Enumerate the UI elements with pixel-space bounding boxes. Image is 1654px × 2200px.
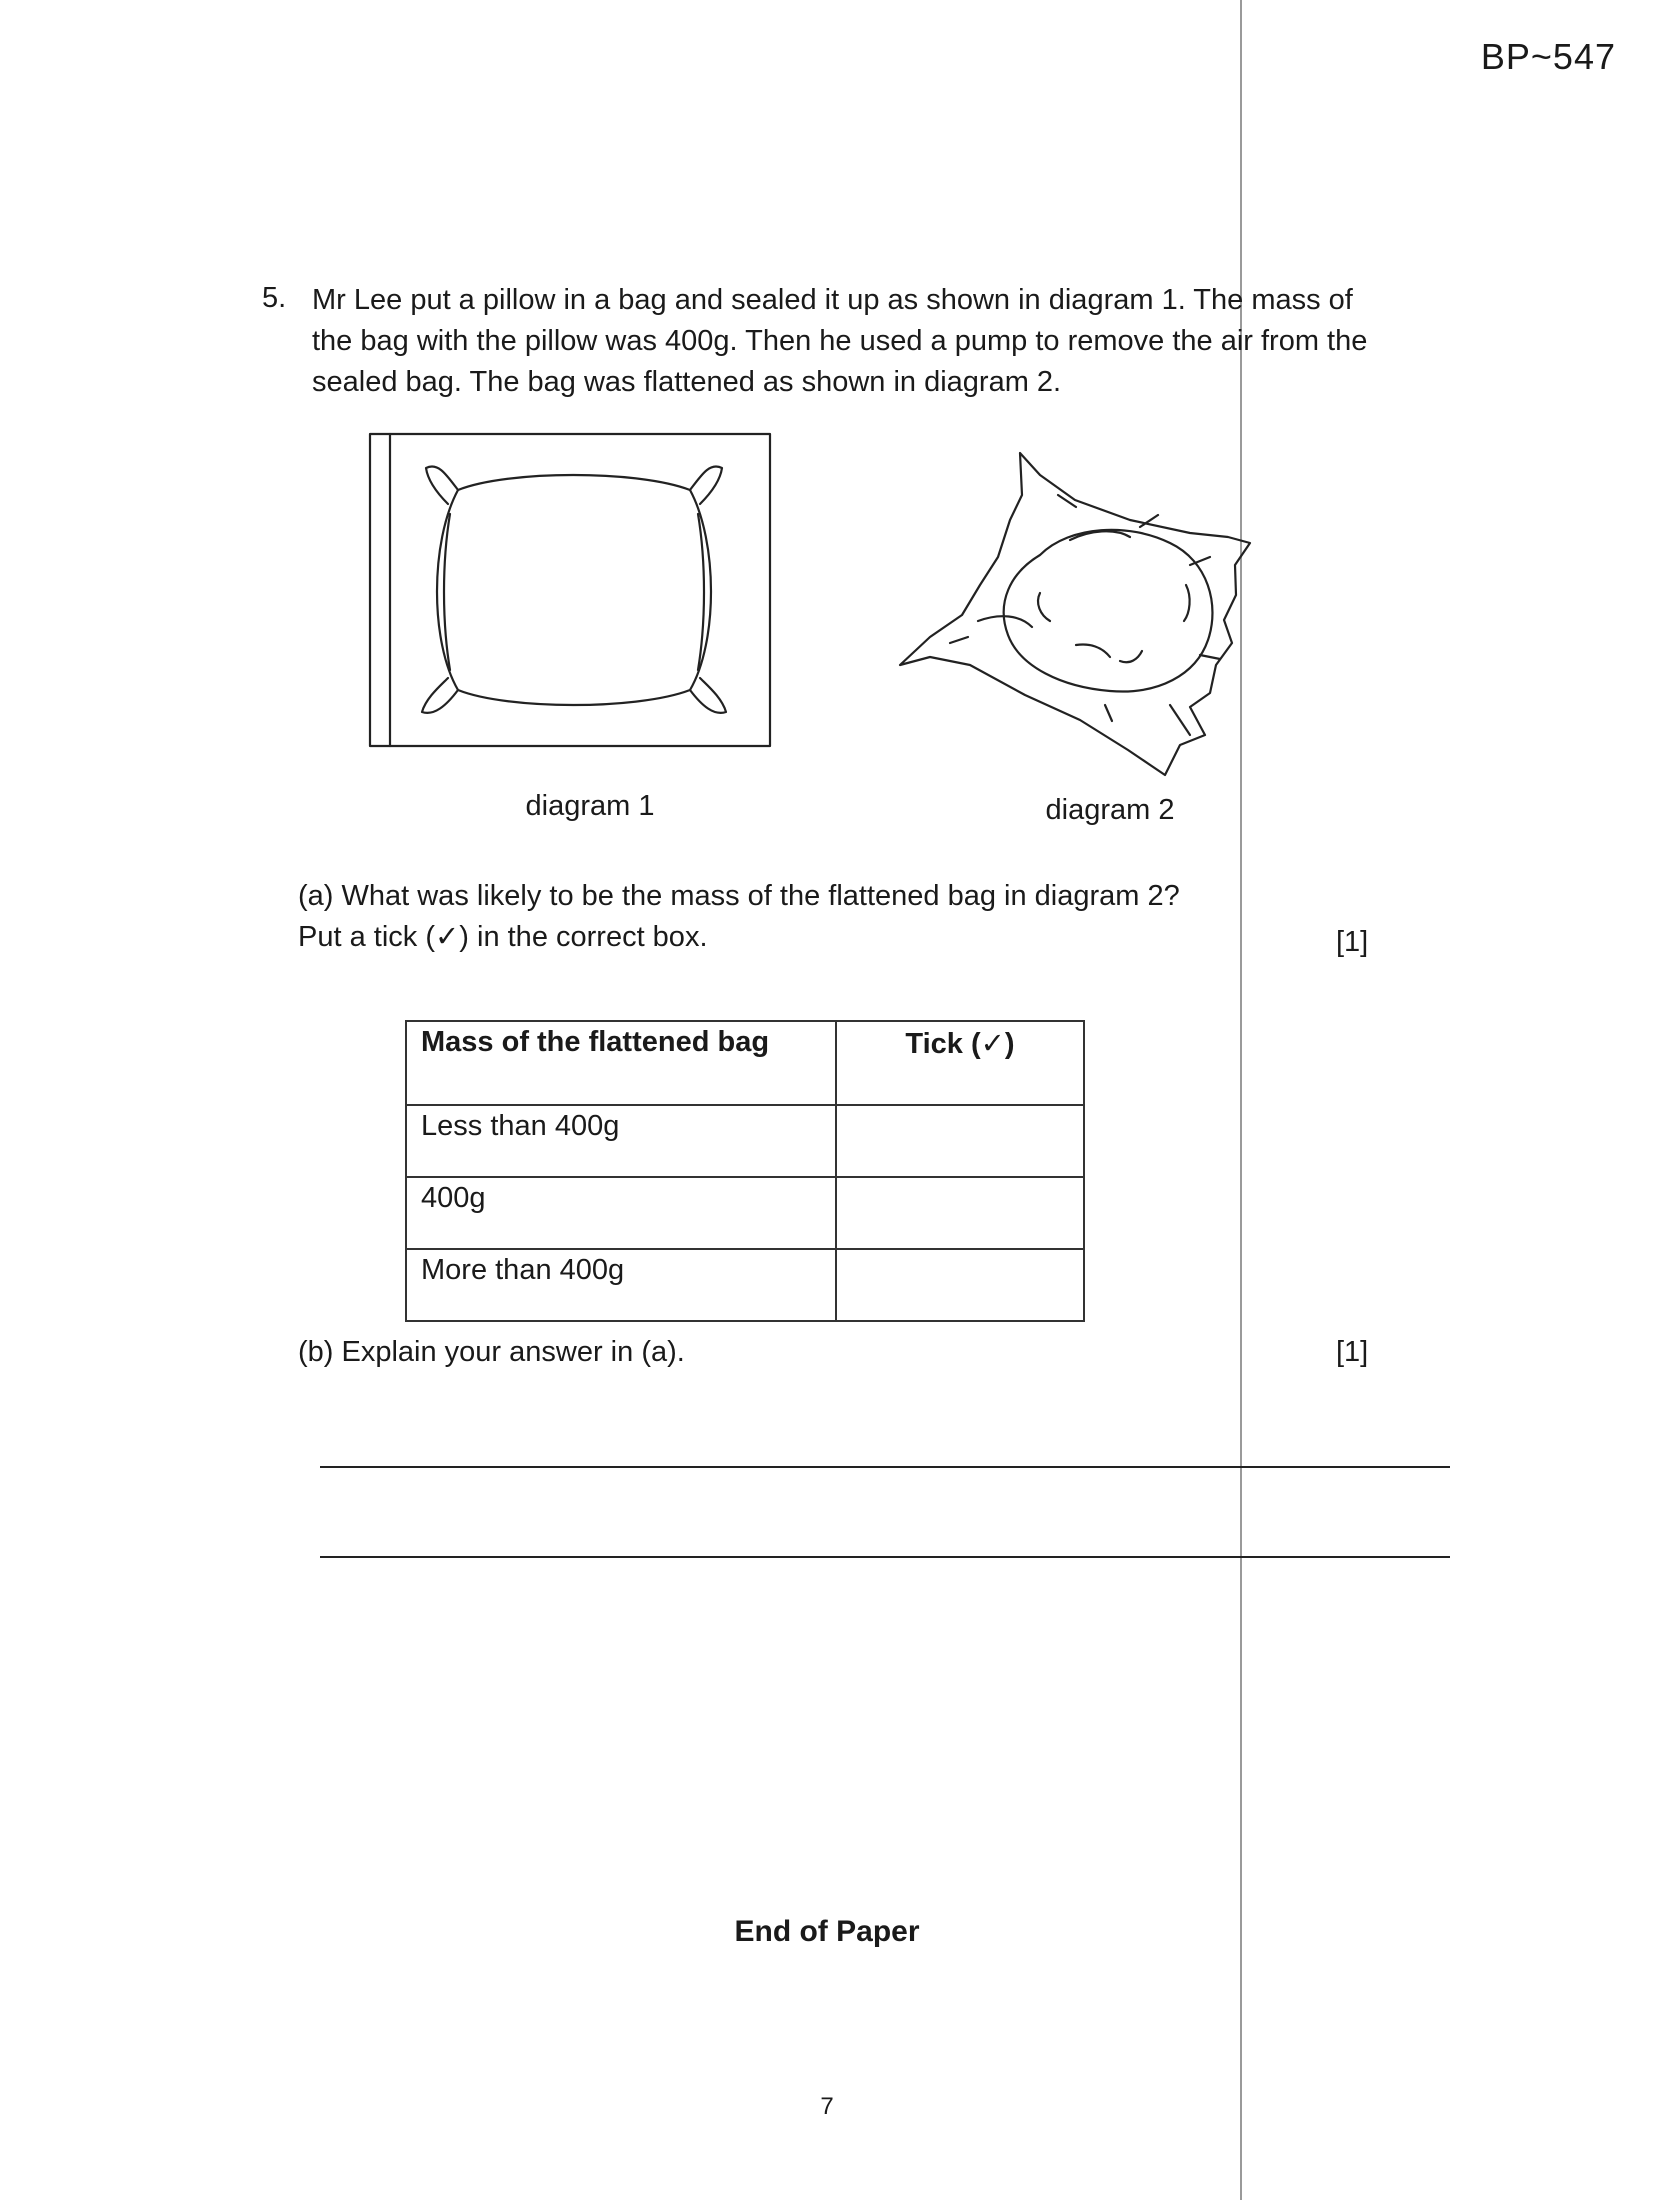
table-header-row <box>406 1021 1084 1105</box>
row-label-less: Less than 400g <box>406 1105 836 1177</box>
question-line-2: the bag with the pillow was 400g. Then he used a pump to remove the air from the <box>312 325 1368 357</box>
question-number: 5. <box>262 282 287 314</box>
table-row <box>406 1249 1084 1321</box>
row-label-equal: 400g <box>406 1177 836 1249</box>
part-a-instruction: Put a tick (✓) in the correct box. <box>298 921 708 953</box>
table-header-tick: Tick (✓) <box>836 1021 1084 1105</box>
answer-table <box>405 1020 1085 1322</box>
tick-box-equal[interactable] <box>836 1177 1084 1249</box>
question-text <box>312 280 1432 403</box>
tick-box-more[interactable] <box>836 1249 1084 1321</box>
diagram-2-caption: diagram 2 <box>1045 794 1175 826</box>
part-b-text: (b) Explain your answer in (a). <box>298 1336 685 1368</box>
paper-code: BP~547 <box>1480 36 1616 77</box>
table-row <box>406 1177 1084 1249</box>
end-of-paper: End of Paper <box>734 1915 920 1948</box>
answer-line-2[interactable] <box>320 1556 1450 1558</box>
table-header-mass: Mass of the flattened bag <box>406 1021 836 1105</box>
answer-line-1[interactable] <box>320 1466 1450 1468</box>
page-number: 7 <box>820 2093 834 2120</box>
part-a-marks: [1] <box>1336 926 1369 958</box>
diagram-1-pillow-in-bag <box>368 432 774 752</box>
row-label-more: More than 400g <box>406 1249 836 1321</box>
part-b-marks: [1] <box>1336 1336 1369 1368</box>
diagram-1-caption: diagram 1 <box>525 790 655 822</box>
part-a-question: (a) What was likely to be the mass of the flattened bag in diagram 2? <box>298 880 1180 912</box>
table-row <box>406 1105 1084 1177</box>
diagram-2-flattened-bag <box>890 445 1310 785</box>
question-line-3: sealed bag. The bag was flattened as shown in diagram 2. <box>312 366 1062 398</box>
question-line-1: Mr Lee put a pillow in a bag and sealed it up as shown in diagram 1. The mass of <box>312 284 1353 316</box>
part-a-text <box>298 876 1180 958</box>
tick-box-less[interactable] <box>836 1105 1084 1177</box>
